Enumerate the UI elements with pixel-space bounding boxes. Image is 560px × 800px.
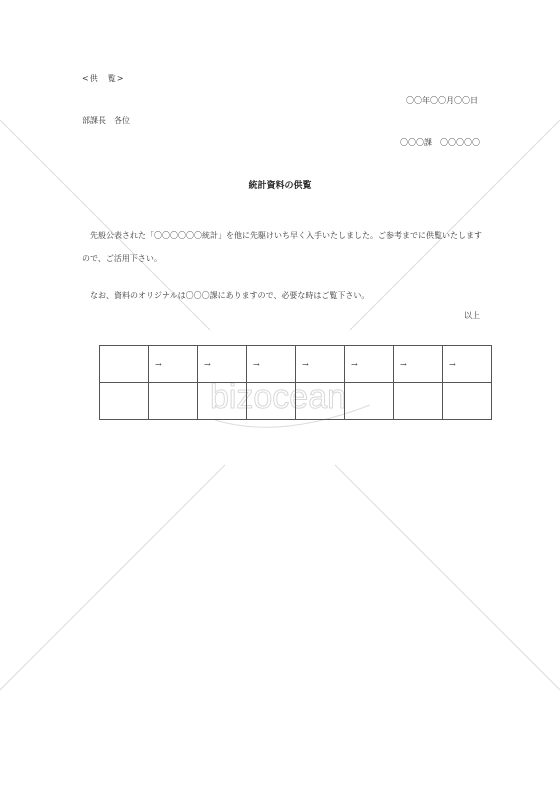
routing-cell (247, 383, 296, 420)
watermark-line (0, 465, 225, 690)
routing-cell: → (198, 346, 247, 383)
document-title: 統計資料の供覧 (248, 181, 312, 191)
routing-cell (100, 346, 149, 383)
watermark-line (335, 465, 560, 690)
routing-cell: → (345, 346, 394, 383)
routing-cell (100, 383, 149, 420)
document-date: 〇〇年〇〇月〇〇日 (406, 96, 478, 105)
addressee: 部課長 各位 (82, 116, 130, 125)
routing-cell: → (149, 346, 198, 383)
routing-cell: → (247, 346, 296, 383)
routing-cell: → (443, 346, 492, 383)
routing-cell (345, 383, 394, 420)
closing: 以上 (464, 311, 480, 320)
document-label: <供 覧> (82, 74, 125, 83)
body-paragraph: 先般公表された「〇〇〇〇〇〇統計」を他に先駆けいち早く入手いたしました。ご参考までに供覧いたしますので、ご活用下さい。 (82, 231, 482, 263)
routing-cell (394, 383, 443, 420)
routing-cell: → (394, 346, 443, 383)
sender: 〇〇〇課 〇〇〇〇〇 (400, 138, 480, 147)
routing-table (99, 345, 492, 420)
watermark-text: bizocean (209, 378, 347, 416)
routing-row (100, 383, 492, 420)
routing-cell (149, 383, 198, 420)
routing-cell (198, 383, 247, 420)
routing-cell: → (296, 346, 345, 383)
routing-row (100, 346, 492, 383)
routing-cell (296, 383, 345, 420)
note-paragraph: なお、資料のオリジナルは〇〇〇課にありますので、必要な時はご覧下さい。 (90, 291, 370, 300)
routing-cell (443, 383, 492, 420)
